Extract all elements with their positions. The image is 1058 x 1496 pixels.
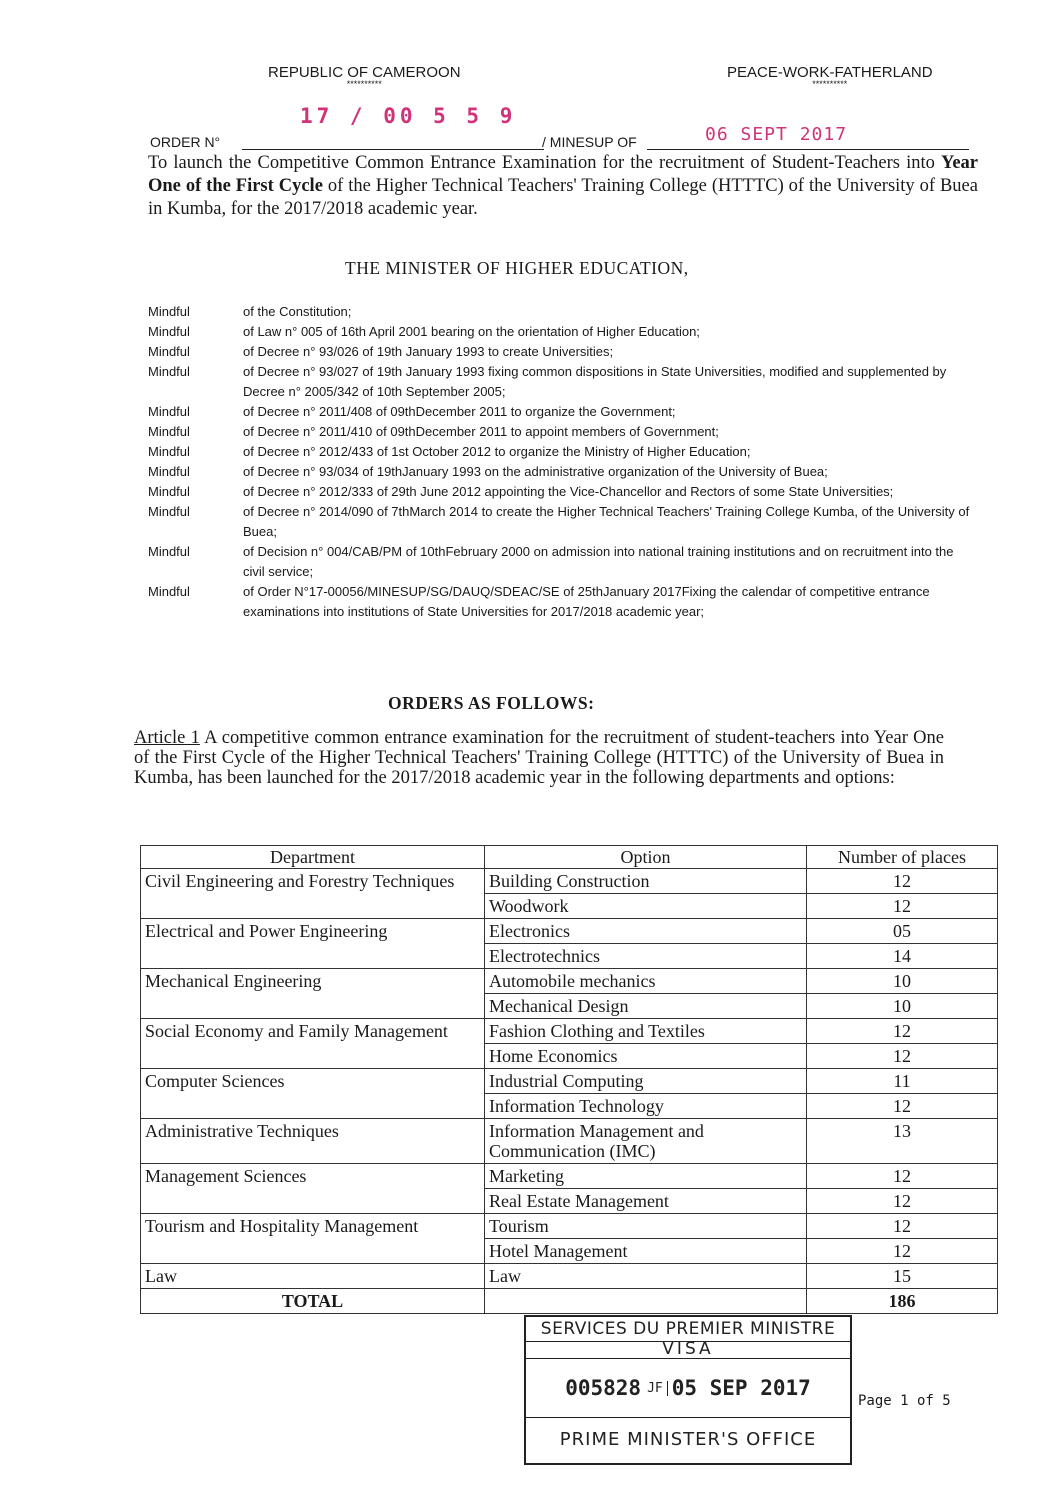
mindful-item	[148, 442, 978, 462]
mindful-label: Mindful	[148, 504, 190, 519]
prime-minister-stamp	[524, 1315, 852, 1465]
places-cell: 15	[807, 1264, 998, 1289]
mindful-item	[148, 402, 978, 422]
header-department: Department	[141, 846, 485, 869]
option-cell: Woodwork	[485, 894, 807, 919]
order-date-stamp: 06 SEPT 2017	[705, 124, 848, 145]
mindful-label: Mindful	[148, 324, 190, 339]
table-body	[141, 869, 998, 1289]
mindful-item	[148, 302, 978, 322]
mindful-label: Mindful	[148, 584, 190, 599]
department-cell: Electrical and Power Engineering	[141, 919, 485, 969]
mindful-label: Mindful	[148, 304, 190, 319]
mindful-item	[148, 342, 978, 362]
option-cell: Marketing	[485, 1164, 807, 1189]
option-cell: Electrotechnics	[485, 944, 807, 969]
title-part2: of the Higher Technical Teachers' Training College (HTTTC) of the University of Buea in Kumba, for the 2017/2018 academic year.	[148, 176, 978, 219]
department-cell: Civil Engineering and Forestry Techniques	[141, 869, 485, 919]
places-cell: 12	[807, 1214, 998, 1239]
option-cell: Automobile mechanics	[485, 969, 807, 994]
motto-header	[727, 64, 933, 89]
option-cell: Building Construction	[485, 869, 807, 894]
department-cell: Computer Sciences	[141, 1069, 485, 1119]
motto-stars: **********	[812, 79, 848, 89]
places-cell: 11	[807, 1069, 998, 1094]
department-cell: Mechanical Engineering	[141, 969, 485, 1019]
total-value: 186	[807, 1289, 998, 1314]
article-1-text: A competitive common entrance examination for the recruitment of student-teachers into Year One of the First Cycle of the Higher Technical Teachers' Training College (HTTTC) of the University of Buea in Kumba, has been launched for the 2017/2018 academic year in the following departments and options:	[134, 728, 944, 788]
mindful-label: Mindful	[148, 464, 190, 479]
mindful-text: of Law n° 005 of 16th April 2001 bearing on the orientation of Higher Education;	[243, 324, 700, 339]
mindful-text: of Decree n° 2011/410 of 09thDecember 2011 to appoint members of Government;	[243, 424, 719, 439]
department-cell: Tourism and Hospitality Management	[141, 1214, 485, 1264]
mindful-text: of Decree n° 2014/090 of 7thMarch 2014 to create the Higher Technical Teachers' Training College Kumba, of the University of Buea;	[243, 504, 970, 539]
mindful-text: of Decision n° 004/CAB/PM of 10thFebruary 2000 on admission into national training institutions and on recruitment into the civil service;	[243, 544, 954, 579]
places-cell: 10	[807, 994, 998, 1019]
title-bold: Year One of the First Cycle	[148, 153, 978, 196]
page-number: Page 1 of 5	[858, 1393, 951, 1409]
table-header-row	[141, 846, 998, 869]
total-row	[141, 1289, 998, 1314]
places-cell: 12	[807, 1094, 998, 1119]
mindful-label: Mindful	[148, 484, 190, 499]
mindful-item	[148, 362, 978, 402]
option-cell: Electronics	[485, 919, 807, 944]
total-empty	[485, 1289, 807, 1314]
places-cell: 05	[807, 919, 998, 944]
option-cell: Home Economics	[485, 1044, 807, 1069]
motto-title: PEACE-WORK-FATHERLAND	[727, 64, 933, 81]
table-row	[141, 969, 998, 994]
pm-stamp-date: 05 SEP 2017	[671, 1376, 811, 1400]
mindful-item	[148, 482, 978, 502]
places-cell: 12	[807, 1019, 998, 1044]
pm-stamp-top: SERVICES DU PREMIER MINISTRE	[526, 1317, 850, 1342]
pm-stamp-number: 005828	[565, 1376, 642, 1400]
places-table	[140, 845, 998, 1314]
pm-stamp-visa: VISA	[526, 1342, 850, 1359]
mindful-label: Mindful	[148, 444, 190, 459]
table-row	[141, 1119, 998, 1164]
option-cell: Tourism	[485, 1214, 807, 1239]
header-option: Option	[485, 846, 807, 869]
pm-stamp-middle	[526, 1359, 850, 1418]
mindful-item	[148, 422, 978, 442]
mindful-item	[148, 502, 978, 542]
mindful-item	[148, 582, 978, 622]
mindful-text: of Order N°17-00056/MINESUP/SG/DAUQ/SDEAC/SE of 25thJanuary 2017Fixing the calendar of competitive entrance examinations into institutions of State Universities for 2017/2018 academic year;	[243, 584, 930, 619]
order-title-paragraph	[148, 152, 978, 221]
places-cell: 12	[807, 1239, 998, 1264]
mindful-text: of Decree n° 93/026 of 19th January 1993 to create Universities;	[243, 344, 614, 359]
order-number-underline	[242, 148, 544, 150]
places-cell: 12	[807, 1044, 998, 1069]
mindful-text: of Decree n° 2012/333 of 29th June 2012 appointing the Vice-Chancellor and Rectors of some State Universities;	[243, 484, 894, 499]
date-underline	[647, 148, 969, 150]
table-row	[141, 919, 998, 944]
mindful-item	[148, 462, 978, 482]
republic-title: REPUBLIC OF CAMEROON	[268, 64, 461, 81]
mindful-text: of Decree n° 93/027 of 19th January 1993 fixing common dispositions in State Universities, modified and supplemented by Decree n° 2005/342 of 10th September 2005;	[243, 364, 947, 399]
pm-stamp-bottom: PRIME MINISTER'S OFFICE	[559, 1429, 817, 1450]
mindful-text: of the Constitution;	[243, 304, 352, 319]
minesup-label: / MINESUP OF	[542, 134, 637, 150]
mindful-label: Mindful	[148, 404, 190, 419]
header-places: Number of places	[807, 846, 998, 869]
mindful-item	[148, 542, 978, 582]
table-row	[141, 869, 998, 894]
places-cell: 10	[807, 969, 998, 994]
order-line	[150, 104, 970, 152]
mindful-label: Mindful	[148, 424, 190, 439]
places-cell: 12	[807, 1189, 998, 1214]
option-cell: Real Estate Management	[485, 1189, 807, 1214]
places-cell: 12	[807, 1164, 998, 1189]
total-label: TOTAL	[141, 1289, 485, 1314]
mindful-label: Mindful	[148, 544, 190, 559]
title-part1: To launch the Competitive Common Entrance Examination for the recruitment of Student-Teachers into	[148, 153, 942, 173]
orders-heading: ORDERS AS FOLLOWS:	[388, 693, 595, 713]
places-cell: 12	[807, 869, 998, 894]
minister-heading: THE MINISTER OF HIGHER EDUCATION,	[345, 258, 689, 278]
department-cell: Management Sciences	[141, 1164, 485, 1214]
republic-stars: **********	[346, 79, 382, 89]
mindful-item	[148, 322, 978, 342]
pm-stamp-initial: JF	[647, 1381, 668, 1396]
table-row	[141, 1019, 998, 1044]
order-number-stamp: 17 / 00 5 5 9	[300, 104, 517, 128]
mindful-list	[148, 302, 978, 622]
mindful-label: Mindful	[148, 364, 190, 379]
mindful-text: of Decree n° 93/034 of 19thJanuary 1993 on the administrative organization of the University of Buea;	[243, 464, 828, 479]
places-cell: 13	[807, 1119, 998, 1164]
option-cell: Law	[485, 1264, 807, 1289]
mindful-text: of Decree n° 2012/433 of 1st October 2012 to organize the Ministry of Higher Education;	[243, 444, 751, 459]
department-cell: Administrative Techniques	[141, 1119, 485, 1164]
option-cell: Hotel Management	[485, 1239, 807, 1264]
table-row	[141, 1164, 998, 1189]
department-cell: Social Economy and Family Management	[141, 1019, 485, 1069]
republic-header	[268, 64, 461, 89]
order-label: ORDER N°	[150, 134, 221, 150]
places-cell: 12	[807, 894, 998, 919]
table-row	[141, 1214, 998, 1239]
option-cell: Industrial Computing	[485, 1069, 807, 1094]
mindful-text: of Decree n° 2011/408 of 09thDecember 2011 to organize the Government;	[243, 404, 676, 419]
article-1-label: Article 1	[134, 728, 200, 748]
option-cell: Fashion Clothing and Textiles	[485, 1019, 807, 1044]
table-row	[141, 1264, 998, 1289]
option-cell: Mechanical Design	[485, 994, 807, 1019]
mindful-label: Mindful	[148, 344, 190, 359]
option-cell: Information Technology	[485, 1094, 807, 1119]
option-cell: Information Management and Communication (IMC)	[485, 1119, 807, 1164]
article-1	[134, 728, 944, 788]
department-cell: Law	[141, 1264, 485, 1289]
places-cell: 14	[807, 944, 998, 969]
table-row	[141, 1069, 998, 1094]
